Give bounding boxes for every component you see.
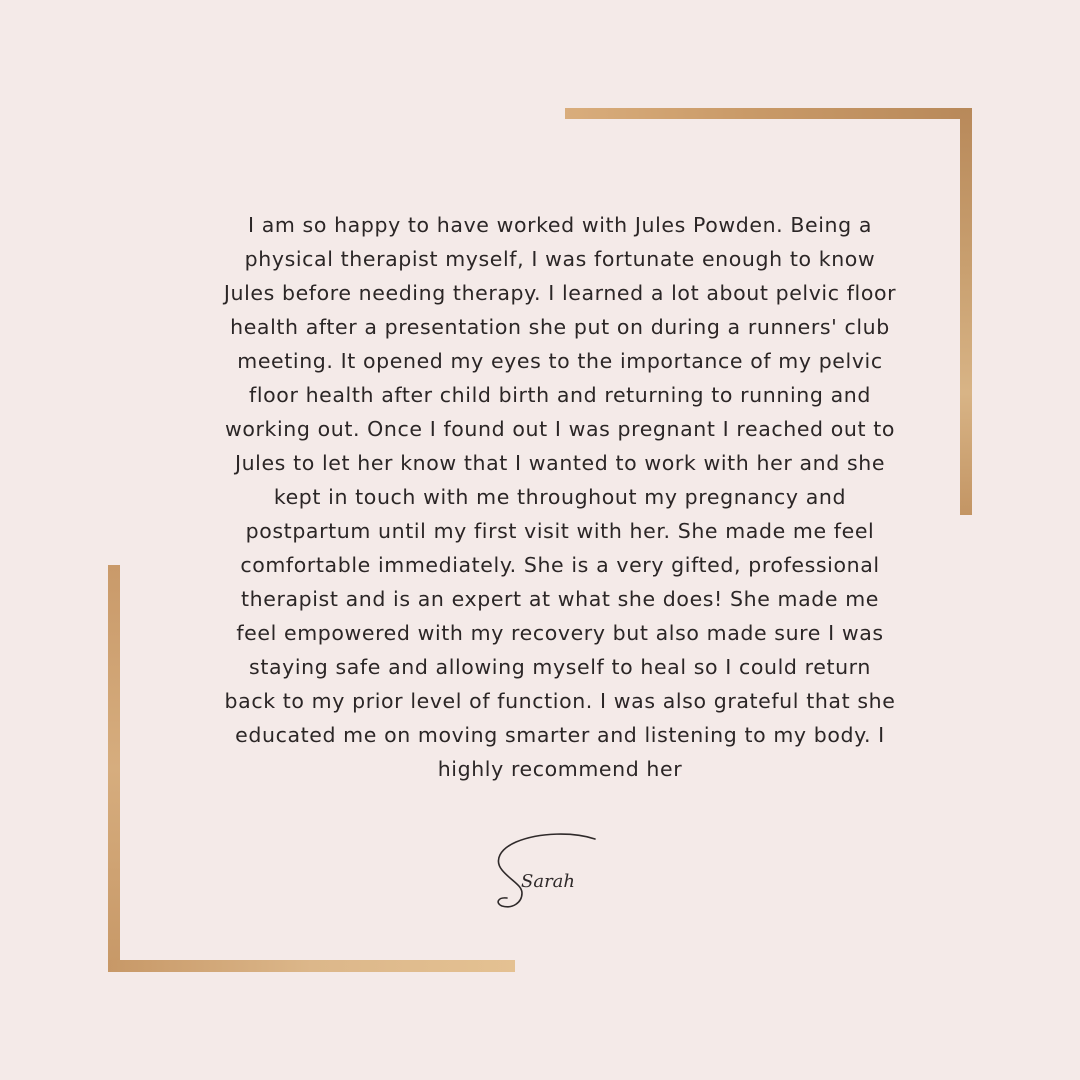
frame-bottom-horizontal-bar bbox=[108, 960, 515, 972]
testimonial-text: I am so happy to have worked with Jules Powden. Being a physical therapist myself, I was fortunate enough to know Jules before needing therapy. I learned a lot about pelvic floor health after a presentation she put on during a runners' club meeting. It opened my eyes to the importance of my pelvic floor health after child birth and returning to running and working out. Once I found out I was pregnant I reached out to Jules to let her know that I wanted to work with her and she kept in touch with me throughout my pregnancy and postpartum until my first visit with her. She made me feel comfortable immediately. She is a very gifted, professional therapist and is an expert at what she does! She made me feel empowered with my recovery but also made sure I was staying safe and allowing myself to heal so I could return back to my prior level of function. I was also grateful that she educated me on moving smarter and listening to my body. I highly recommend her bbox=[223, 213, 897, 781]
frame-bottom-vertical-bar bbox=[108, 565, 120, 972]
frame-top-vertical-bar bbox=[960, 108, 972, 515]
frame-top-horizontal-bar bbox=[565, 108, 972, 119]
signature-name: Sarah bbox=[521, 871, 575, 892]
signature bbox=[488, 830, 600, 912]
